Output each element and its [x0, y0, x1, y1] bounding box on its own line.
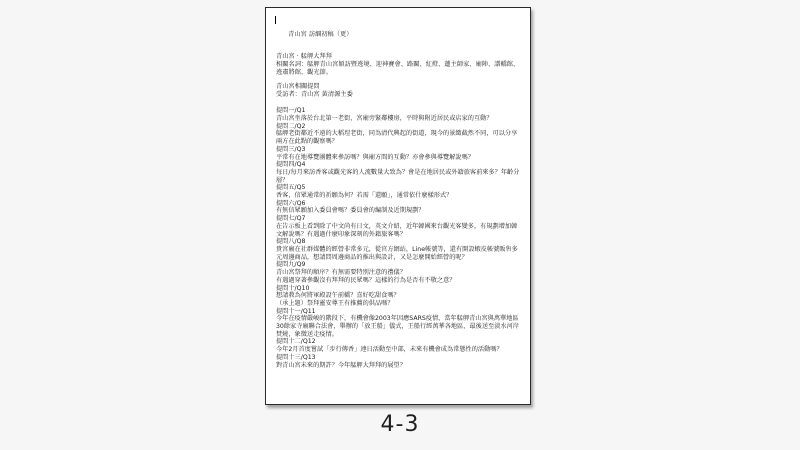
question-item	[276, 184, 520, 199]
question-item	[276, 308, 520, 339]
question-item	[276, 146, 520, 161]
keywords-line: 相關名詞：艋舺青山宮穎訪暨遶境、迎神賽會、路關、紅燈、蓮主師家、廟陣、譜轎館、遶肅將館、觀光節。	[276, 61, 520, 76]
question-item	[276, 354, 520, 369]
question-label: 提問十/Q10	[276, 284, 310, 292]
question-item	[276, 238, 520, 261]
question-item	[276, 261, 520, 284]
question-text: 有無信眾願加入委員會嗎？委員會的編制及近期規劃？	[276, 207, 425, 215]
question-text: 青山宮坐落於台北第一老街，宮廟旁緊鄰樓房，平時與附近居民或店家的互動？	[276, 115, 493, 123]
question-label: 提問二/Q2	[276, 122, 306, 130]
question-text: 平常有在地導覽團體來參訪嗎？與廟方間的互動？亦會參與導覽解說嗎？	[276, 153, 474, 161]
question-item	[276, 200, 520, 215]
question-text: 艋舺老街鄰近不遠的大稻埕老街，同為清代興起的街道，現今的景緻截然不同，可以分享兩方在此點的觀察嗎？	[276, 130, 518, 146]
question-label: 提問一/Q1	[276, 107, 306, 115]
question-text: 對青山宮未來的期許？今年艋舺大拜拜的展望？	[276, 361, 406, 369]
interviewee-section	[276, 83, 520, 98]
question-text: 每日/每月來訪香客或觀光客的人流數量大致為？會是在地居民或外籍旅客前來多？年齡分層？	[276, 168, 520, 184]
question-text: 香客，信眾通常的祈願為何？若需「還願」，通常依什麼樣形式？	[276, 192, 453, 200]
question-label: 提問八/Q8	[276, 238, 306, 246]
question-text: 貴宮廟在社群媒體的經營非常多元，從官方網站，Line帳號等，還有開設蝦皮帳號販售多元周邊商品，想請問周邊商品的推出與設計，又是怎麼開始經營的呢？	[276, 245, 518, 261]
page-number: 4-3	[380, 412, 420, 437]
question-text: 今年在疫情嚴峻的階段下，有機會像2003年因應SARS疫情，當年艋舺青山宮與萬華地區30餘家寺廟聯合法會，舉辦的「放王船」儀式，王船行經萬華各地區，最後送至淡水河岸焚燒，象徵送走疫情。	[276, 315, 519, 338]
question-text: 今年2月首度嘗試「步行傳香」連日活動至中部，未來有機會成為常態性的活動嗎？	[276, 346, 503, 354]
question-label: 提問三/Q3	[276, 145, 306, 153]
question-text: 在告示板上看到除了中文尚有日文，英文介紹，近年韓國來台觀光客變多，有規劃增加韓文解說嗎？有遇過什麼印象深刻的外籍旅客嗎？	[276, 222, 518, 238]
interviewee-heading: 青山宮相關提問	[276, 82, 320, 90]
question-label: 提問九/Q9	[276, 261, 306, 269]
question-label: 提問十一/Q11	[276, 307, 316, 315]
document-header	[276, 16, 520, 47]
question-item	[276, 123, 520, 146]
document-title	[276, 16, 520, 47]
document-title-text: 青山宮 訪綱初稿（更）	[288, 31, 353, 39]
intro-heading: 青山宮 ‧ 艋舺大拜拜	[276, 53, 332, 61]
document-page	[265, 7, 531, 405]
question-item	[276, 107, 520, 122]
intro-section	[276, 53, 520, 76]
question-label: 提問七/Q7	[276, 215, 306, 223]
questions-list	[276, 107, 520, 369]
question-label: 提問六/Q6	[276, 199, 306, 207]
question-label: 提問四/Q4	[276, 161, 306, 169]
question-label: 提問十二/Q12	[276, 338, 316, 346]
question-text: 青山宮祭拜的順序？有無需要特別注意的禮儀？ 有遇過穿著參觀沒有拜拜的民眾嗎？這樣的行為是否有不敬之意？	[276, 269, 456, 284]
text-cursor	[275, 16, 276, 24]
question-item	[276, 161, 520, 184]
question-item	[276, 215, 520, 238]
question-item	[276, 338, 520, 353]
interviewee-name: 受訪者：青山宮 黃清源主委	[276, 90, 353, 98]
question-label: 提問十三/Q13	[276, 353, 316, 361]
question-item	[276, 285, 520, 308]
question-text: 想請教為何將軍殿設午前轎？喜好吃甜食嗎？ （承上題）祭拜靈安尊王有推薦的供品嗎？	[276, 292, 400, 307]
question-label: 提問五/Q5	[276, 184, 306, 192]
